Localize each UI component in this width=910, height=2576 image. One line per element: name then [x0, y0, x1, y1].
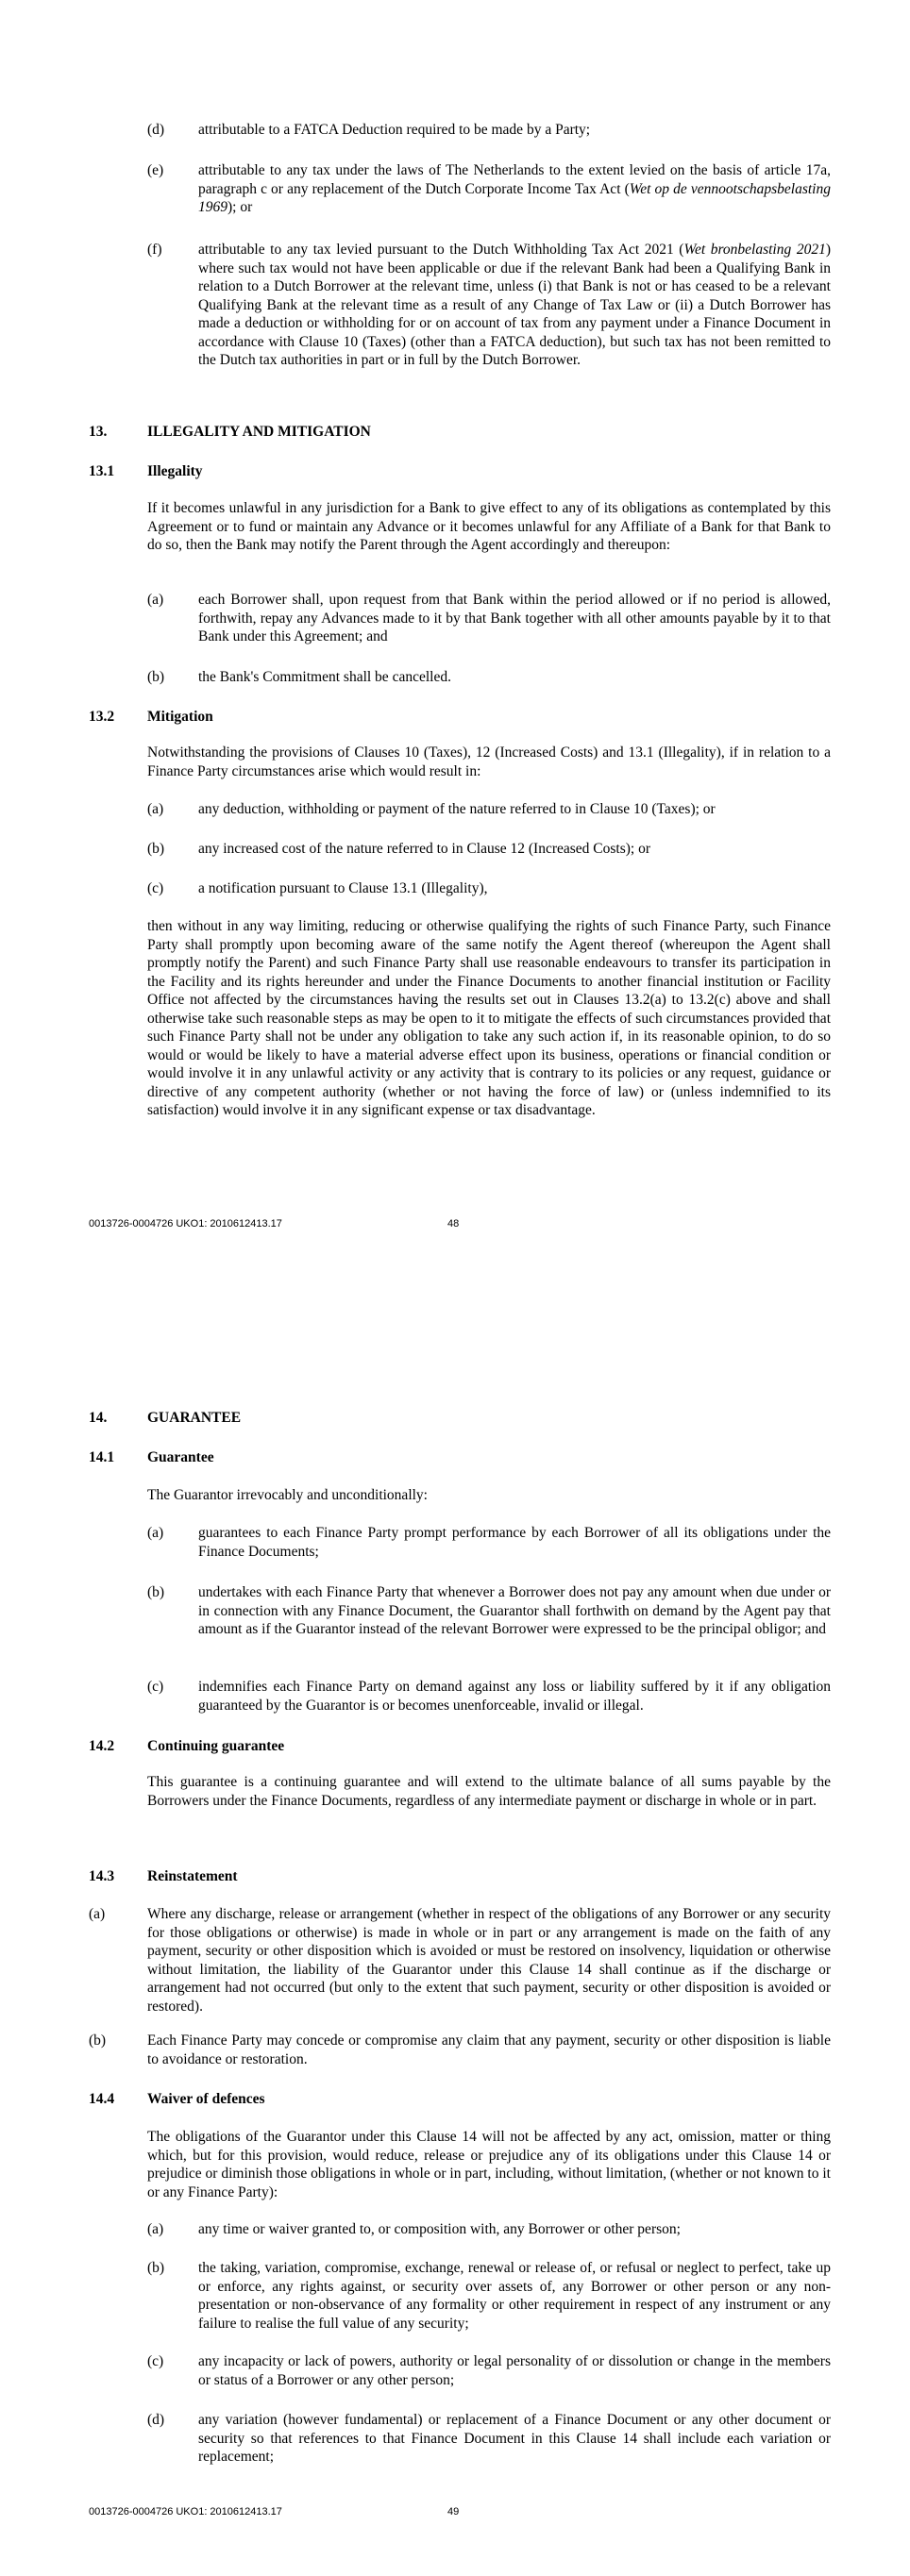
item-text: the taking, variation, compromise, exchange, renewal or release of, or refusal or neglect to perfect, take up or enforce, any rights against, or security over assets of, any Borrower or other person or any non-presentation or non-observance of any formality or other requirement in respect of any instrument or any failure to realise the full value of any security;: [198, 2260, 831, 2332]
section-title: Waiver of defences: [147, 2091, 265, 2107]
item-text: a notification pursuant to Clause 13.1 (Illegality),: [198, 880, 488, 896]
item-label: (a): [147, 592, 164, 608]
page-number: 49: [447, 2506, 460, 2517]
section-title: ILLEGALITY AND MITIGATION: [147, 424, 371, 440]
section-number: 13.2: [89, 709, 115, 725]
item-label: (c): [147, 880, 164, 896]
paragraph: If it becomes unlawful in any jurisdiction for a Bank to give effect to any of its obligations as contemplated by this Agreement or to fund or maintain any Advance or it becomes unlawful for any Affiliate of a Bank for that Bank to do so, then the Bank may notify the Parent through the Agent accordingly and thereupon:: [147, 500, 831, 553]
section-number: 14.4: [89, 2091, 115, 2107]
item-label: (b): [147, 1584, 165, 1600]
item-text: the Bank's Commitment shall be cancelled.: [198, 669, 451, 685]
item-text: guarantees to each Finance Party prompt performance by each Borrower of all its obligations under the Finance Documents;: [198, 1525, 831, 1560]
page-49: [0, 1288, 910, 2576]
section-number: 13.1: [89, 463, 115, 479]
item-text: any increased cost of the nature referred to in Clause 12 (Increased Costs); or: [198, 841, 651, 857]
item-text: attributable to a FATCA Deduction required to be made by a Party;: [198, 122, 591, 138]
item-label: (f): [147, 242, 162, 258]
section-number: 13.: [89, 424, 108, 440]
paragraph: Notwithstanding the provisions of Clauses 10 (Taxes), 12 (Increased Costs) and 13.1 (Illegality), if in relation to a Finance Party circumstances arise which would result in:: [147, 744, 831, 779]
item-label: (e): [147, 162, 164, 178]
footer-reference: 0013726-0004726 UKO1: 2010612413.17: [89, 1218, 282, 1229]
item-label: (a): [89, 1906, 106, 1922]
item-label: (d): [147, 122, 165, 138]
paragraph: This guarantee is a continuing guarantee and will extend to the ultimate balance of all sums payable by the Borrowers under the Finance Documents, regardless of any intermediate payment or discharge in whole or in part.: [147, 1774, 831, 1809]
item-text: any incapacity or lack of powers, authority or legal personality of or dissolution or change in the members or status of a Borrower or any other person;: [198, 2353, 831, 2388]
item-label: (d): [147, 2412, 165, 2428]
item-label: (b): [147, 2260, 165, 2276]
item-label: (b): [147, 669, 165, 685]
section-number: 14.: [89, 1410, 108, 1426]
item-label: (a): [147, 2221, 164, 2237]
section-title: GUARANTEE: [147, 1410, 242, 1426]
section-number: 14.1: [89, 1449, 115, 1465]
item-text: Where any discharge, release or arrangement (whether in respect of the obligations of any Borrower or any security for those obligations or otherwise) is made in whole or in part or any arrangement is made on the faith of any payment, security or other disposition which is avoided or must be restored on insolvency, liquidation or otherwise without limitation, the liability of the Guarantor under this Clause 14 shall continue as if the discharge or arrangement had not occurred (but only to the extent that such payment, security or other disposition is avoided or restored).: [147, 1906, 831, 2015]
item-text: any time or waiver granted to, or composition with, any Borrower or other person;: [198, 2221, 681, 2237]
section-title: Reinstatement: [147, 1868, 238, 1884]
item-text: undertakes with each Finance Party that whenever a Borrower does not pay any amount when due under or in connection with any Finance Document, the Guarantor shall forthwith on demand by the Agent pay that amount as if the Guarantor instead of the relevant Borrower were expressed to be the principal obligor; and: [198, 1584, 831, 1637]
page-number: 48: [447, 1218, 460, 1229]
paragraph: The Guarantor irrevocably and unconditionally:: [147, 1487, 428, 1503]
item-text: any deduction, withholding or payment of the nature referred to in Clause 10 (Taxes); or: [198, 801, 716, 817]
item-text: attributable to any tax under the laws of The Netherlands to the extent levied on the basis of article 17a, paragraph c or any replacement of the Dutch Corporate Income Tax Act (Wet op de vennootschapsbelasting 1969); or: [198, 162, 831, 215]
item-label: (c): [147, 2353, 164, 2369]
item-label: (b): [147, 841, 165, 857]
paragraph: then without in any way limiting, reducing or otherwise qualifying the rights of such Finance Party, such Finance Party shall promptly upon becoming aware of the same notify the Agent thereof (whereupon the Agent shall promptly notify the Parent) and such Finance Party shall use reasonable endeavours to transfer its participation in the Facility and its rights hereunder and under the Finance Documents to another financial institution or Facility Office not affected by the circumstances having the results set out in Clauses 13.2(a) to 13.2(c) above and shall otherwise take such reasonable steps as may be open to it to mitigate the effects of such circumstances provided that such Finance Party shall not be under any obligation to take any such action if, in its reasonable opinion, to do so would or would be likely to have a material adverse effect upon its business, operations or financial condition or would involve it in any unlawful activity or any activity that is contrary to its policies or any request, guidance or directive of any competent authority (whether or not having the force of law) or (unless indemnified to its satisfaction) would involve it in any significant expense or tax disadvantage.: [147, 918, 831, 1118]
item-label: (b): [89, 2032, 107, 2049]
section-number: 14.3: [89, 1868, 115, 1884]
item-text: each Borrower shall, upon request from that Bank within the period allowed or if no period is allowed, forthwith, repay any Advances made to it by that Bank together with all other amounts payable by it to that Bank under this Agreement; and: [198, 592, 831, 644]
paragraph: The obligations of the Guarantor under this Clause 14 will not be affected by any act, omission, matter or thing which, but for this provision, would reduce, release or prejudice any of its obligations under this Clause 14 or prejudice or diminish those obligations in whole or in part, including, without limitation, (whether or not known to it or any Finance Party):: [147, 2129, 831, 2200]
item-text: Each Finance Party may concede or compromise any claim that any payment, security or other disposition is liable to avoidance or restoration.: [147, 2032, 831, 2067]
item-label: (a): [147, 1525, 164, 1541]
footer-reference: 0013726-0004726 UKO1: 2010612413.17: [89, 2506, 282, 2517]
section-title: Illegality: [147, 463, 203, 479]
section-number: 14.2: [89, 1738, 115, 1754]
item-text: attributable to any tax levied pursuant to the Dutch Withholding Tax Act 2021 (Wet bronbelasting 2021) where such tax would not have been applicable or due if the relevant Bank had been a Qualifying Bank in relation to a Dutch Borrower at the relevant time, unless (i) that Bank is not or has ceased to be a relevant Qualifying Bank at the relevant time as a result of any Change of Tax Law or (ii) a Dutch Borrower has made a deduction or withholding for or on account of tax from any payment under a Finance Document in accordance with Clause 10 (Taxes) (other than a FATCA deduction), but such tax has not been remitted to the Dutch tax authorities in part or in full by the Dutch Borrower.: [198, 242, 831, 368]
item-label: (a): [147, 801, 164, 817]
section-title: Mitigation: [147, 709, 213, 725]
section-title: Continuing guarantee: [147, 1738, 285, 1754]
item-label: (c): [147, 1679, 164, 1695]
item-text: indemnifies each Finance Party on demand against any loss or liability suffered by it if any obligation guaranteed by the Guarantor is or becomes unenforceable, invalid or illegal.: [198, 1679, 831, 1714]
section-title: Guarantee: [147, 1449, 214, 1465]
item-text: any variation (however fundamental) or replacement of a Finance Document or any other document or security so that references to that Finance Document in this Clause 14 shall include each variation or replacement;: [198, 2412, 831, 2465]
